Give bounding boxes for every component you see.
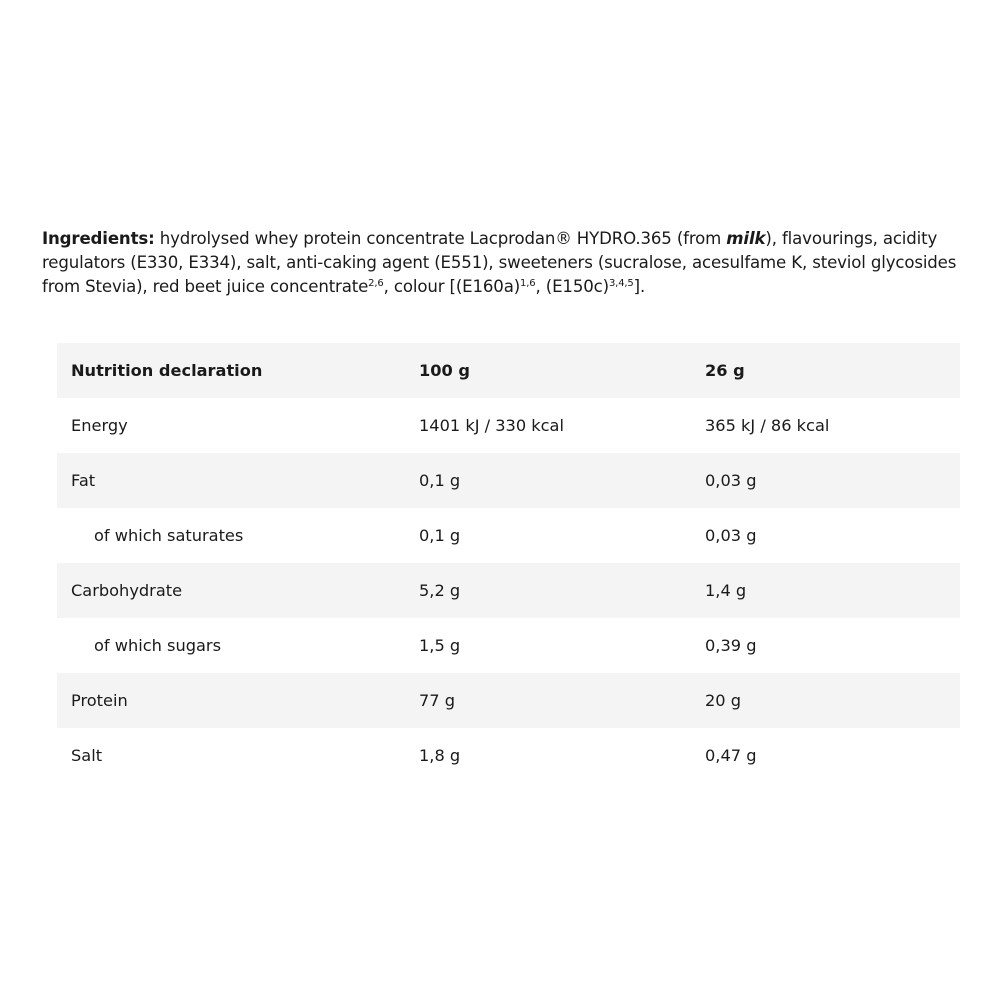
row-value-serving: 0,03 g bbox=[705, 471, 757, 490]
table-row-carbohydrate bbox=[57, 563, 960, 618]
ingredients-part-1: hydrolysed whey protein concentrate Lacprodan® HYDRO.365 (from bbox=[154, 229, 727, 248]
table-row-fat bbox=[57, 453, 960, 508]
row-value-serving: 0,39 g bbox=[705, 636, 757, 655]
allergen-milk: milk bbox=[726, 229, 766, 248]
row-value-serving: 365 kJ / 86 kcal bbox=[705, 416, 830, 435]
row-value-serving: 1,4 g bbox=[705, 581, 747, 600]
ingredients-label: Ingredients: bbox=[42, 229, 155, 248]
footnote-ref-3: 3,4,5 bbox=[608, 278, 634, 289]
row-label: of which saturates bbox=[94, 526, 244, 545]
row-label: Protein bbox=[71, 691, 128, 710]
row-value-serving: 0,47 g bbox=[705, 746, 757, 765]
row-label: Energy bbox=[71, 416, 128, 435]
ingredients-part-2: ), flavourings, acidity regulators (E330, E334), salt, anti-caking agent (E551), sweeteners (sucralose, acesulfame K, steviol glycosides from Stevia), red beet juice concentrate bbox=[42, 229, 957, 296]
table-row-sugars bbox=[57, 618, 960, 673]
row-label: Carbohydrate bbox=[71, 581, 183, 600]
row-label: Fat bbox=[71, 471, 96, 490]
row-value-100g: 1,5 g bbox=[419, 636, 461, 655]
nutrition-table bbox=[57, 343, 960, 783]
footnote-ref-1: 2,6 bbox=[368, 278, 384, 289]
row-value-serving: 20 g bbox=[705, 691, 742, 710]
table-row-saturates bbox=[57, 508, 960, 563]
table-row-protein bbox=[57, 673, 960, 728]
row-value-100g: 5,2 g bbox=[419, 581, 461, 600]
ingredients-part-3: , colour [(E160a) bbox=[383, 277, 521, 296]
ingredients-text bbox=[42, 227, 967, 299]
header-per-100g: 100 g bbox=[419, 361, 471, 380]
row-value-100g: 1,8 g bbox=[419, 746, 461, 765]
row-value-100g: 0,1 g bbox=[419, 471, 461, 490]
table-row-salt bbox=[57, 728, 960, 783]
row-label: Salt bbox=[71, 746, 103, 765]
header-nutrition-declaration: Nutrition declaration bbox=[71, 361, 263, 380]
footnote-ref-2: 1,6 bbox=[520, 278, 536, 289]
ingredients-part-4: , (E150c) bbox=[535, 277, 609, 296]
row-value-serving: 0,03 g bbox=[705, 526, 757, 545]
row-value-100g: 77 g bbox=[419, 691, 456, 710]
header-per-serving: 26 g bbox=[705, 361, 745, 380]
table-header-row bbox=[57, 343, 960, 398]
row-value-100g: 1401 kJ / 330 kcal bbox=[419, 416, 564, 435]
row-label: of which sugars bbox=[94, 636, 222, 655]
ingredients-part-5: ]. bbox=[633, 277, 646, 296]
row-value-100g: 0,1 g bbox=[419, 526, 461, 545]
table-row-energy bbox=[57, 398, 960, 453]
